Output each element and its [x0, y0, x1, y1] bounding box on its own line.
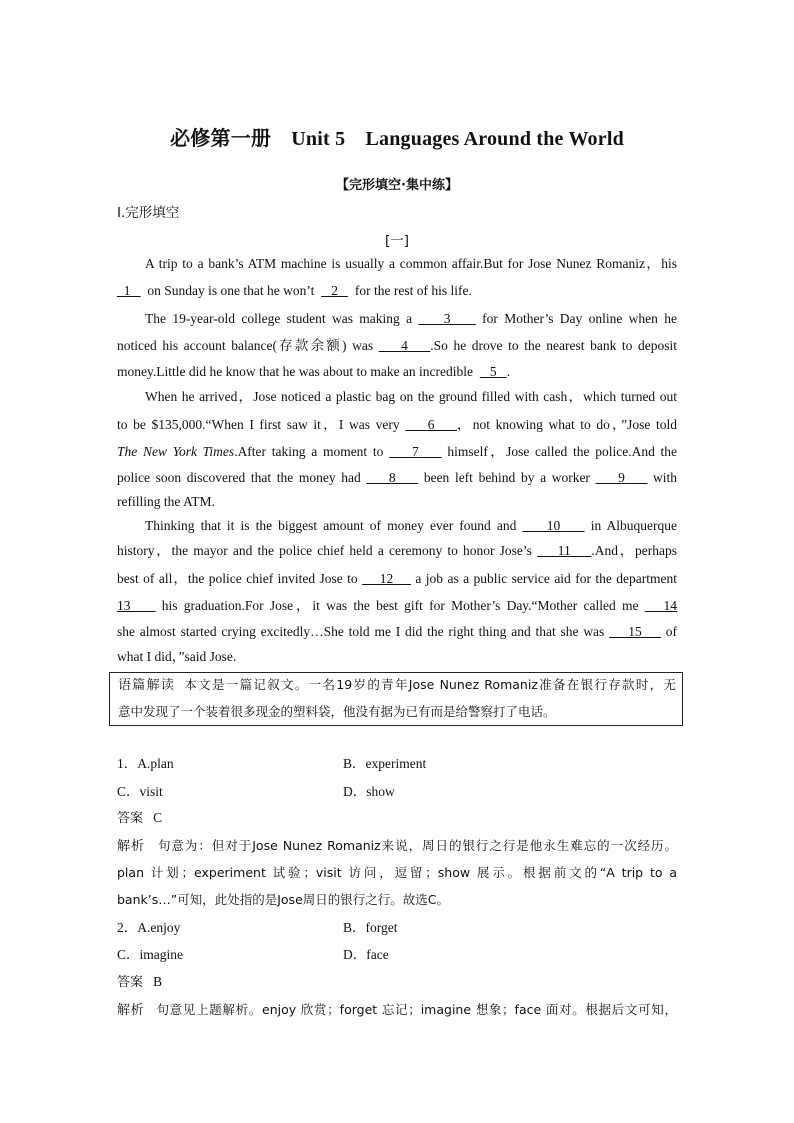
blank-15: 15	[628, 624, 642, 639]
passage-line: what I did，”said Jose.	[117, 649, 237, 664]
blank-1: 1	[123, 283, 131, 298]
passage-line: Thinking that it is the biggest amount of money ever found and 10 in Albuquerque	[145, 518, 677, 533]
passage-line: The 19-year-old college student was making a 3 for Mother’s Day online when he	[145, 311, 677, 326]
passage-line: 13 his graduation.For Jose，it was the best gift for Mother’s Day.“Mother called me 14	[117, 598, 677, 613]
passage-line: The New York Times.After taking a moment to 7 himself，Jose called the police.And the	[117, 444, 677, 459]
analysis-line: 解析 句意见上题解析。enjoy 欣赏；forget 忘记；imagine 想象；face 面对。根据后文可知，	[117, 1002, 677, 1018]
blank-10: 10	[546, 518, 561, 533]
option-b: B．experiment	[343, 756, 427, 771]
option-d: D．face	[343, 947, 389, 962]
answer-label: 答案	[117, 975, 144, 990]
option-a: 1．A.plan	[117, 756, 174, 771]
summary-box	[109, 672, 683, 726]
option-c: C．imagine	[117, 947, 183, 962]
analysis-label: 解析	[117, 1003, 145, 1018]
blank-9: 9	[618, 470, 625, 485]
blank-8: 8	[388, 470, 396, 485]
passage-line: to be $135,000.“When I first saw it，I was very 6 ，not knowing what to do，”Jose told	[117, 417, 677, 432]
blank-11: 11	[557, 543, 571, 558]
blank-12: 12	[379, 571, 394, 586]
passage-line: history，the mayor and the police chief held a ceremony to honor Jose’s 11 .And，perhaps	[117, 543, 677, 558]
passage-line: police soon discovered that the money had 8 been left behind by a worker 9 with	[117, 470, 677, 485]
passage-line: money.Little did he know that he was about to make an incredible 5 .	[117, 364, 511, 379]
blank-6: 6	[427, 417, 435, 432]
part-number: [一]	[384, 233, 410, 249]
blank-4: 4	[401, 338, 408, 353]
analysis-line: bank’s…”可知，此处指的是Jose周日的银行之行。故选C。	[117, 892, 449, 907]
passage-line: refilling the ATM.	[117, 494, 215, 509]
analysis-line: 解析 句意为：但对于Jose Nunez Romaniz来说，周日的银行之行是他永生难忘的一次经历。	[117, 838, 677, 854]
passage-line: noticed his account balance(存款余额) was 4 .So he drove to the nearest bank to deposit	[117, 338, 677, 353]
passage-line: she almost started crying excitedly…She told me I did the right thing and that she was 15 of	[117, 624, 677, 639]
blank-3: 3	[443, 311, 451, 326]
summary-label: 语篇解读	[118, 678, 176, 693]
blank-5: 5	[489, 364, 497, 379]
option-d: D．show	[343, 784, 395, 799]
answer-value: B	[153, 974, 163, 989]
passage-line: When he arrived，Jose noticed a plastic bag on the ground filled with cash，which turned out	[145, 389, 677, 404]
passage-line: A trip to a bank’s ATM machine is usually a common affair.But for Jose Nunez Romaniz，his	[145, 256, 677, 271]
analysis-line: plan 计划；experiment 试验；visit 访问，逗留；show 展示。根据前文的“A trip to a	[117, 865, 677, 880]
summary-line: 意中发现了一个装着很多现金的塑料袋，他没有据为已有而是给警察打了电话。	[118, 704, 556, 719]
option-a: 2．A.enjoy	[117, 920, 181, 935]
blank-13: 13	[117, 598, 131, 613]
summary-line: 语篇解读 本文是一篇记叙文。一名19岁的青年Jose Nunez Romaniz准备在银行存款时，无	[118, 677, 676, 693]
section-heading: Ⅰ.完形填空	[117, 205, 180, 221]
answer-label: 答案	[117, 811, 144, 826]
blank-7: 7	[412, 444, 419, 459]
option-b: B．forget	[343, 920, 398, 935]
blank-14: 14	[663, 598, 677, 613]
answer-value: C	[153, 810, 163, 825]
answer-line	[117, 973, 162, 992]
page-title: 必修第一册 Unit 5 Languages Around the World	[170, 128, 624, 150]
exercise-subtitle: 【完形填空·集中练】	[336, 178, 458, 193]
passage-line: 1 on Sunday is one that he won’t 2 for the rest of his life.	[117, 282, 677, 300]
passage-line: best of all，the police chief invited Jose to 12 a job as a public service aid for the department	[117, 571, 677, 586]
analysis-label: 解析	[117, 839, 145, 854]
option-c: C．visit	[117, 784, 163, 799]
answer-line	[117, 809, 162, 828]
blank-2: 2	[331, 283, 338, 298]
